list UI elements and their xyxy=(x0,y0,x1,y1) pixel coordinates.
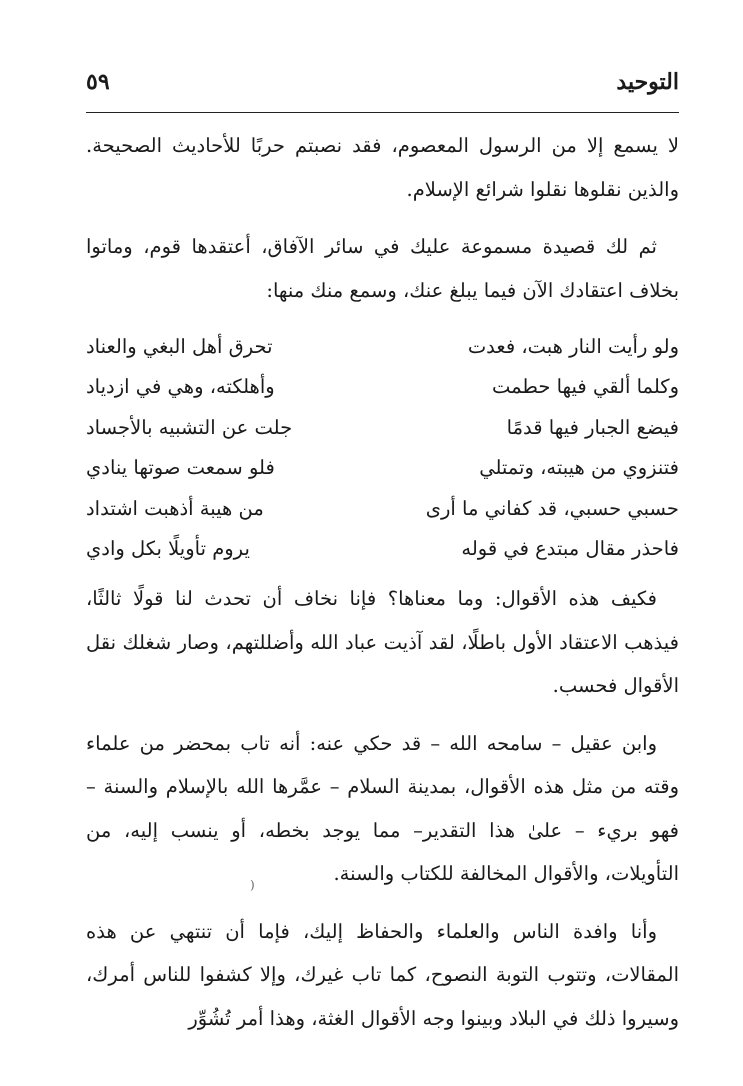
verse-first-hemistich: فتنزوي من هيبته، وتمتلي xyxy=(479,456,679,479)
verse-second-hemistich: فلو سمعت صوتها ينادي xyxy=(86,456,275,479)
page-number: ٥٩ xyxy=(86,69,110,95)
poem-verse xyxy=(86,488,679,529)
verse-first-hemistich: فاحذر مقال مبتدع في قوله xyxy=(461,537,679,560)
verse-second-hemistich: وأهلكته، وهي في ازدياد xyxy=(86,375,275,398)
paragraph: ثم لك قصيدة مسموعة عليك في سائر الآفاق، أعتقدها قوم، وماتوا بخلاف اعتقادك الآن فيما يبلغ عنك، وسمع منك منها: xyxy=(86,235,679,302)
poem-verse xyxy=(86,448,679,489)
verse-second-hemistich: تحرق أهل البغي والعناد xyxy=(86,334,273,358)
verse-second-hemistich: من هيبة أذهبت اشتداد xyxy=(86,496,264,520)
margin-mark: ) xyxy=(250,878,255,892)
paragraph: وأنا وافدة الناس والعلماء والحفاظ إليك، فإما أن تنتهي عن هذه المقالات، وتتوب التوبة النصوح، كما تاب غيرك، وإلا كشفوا للناس أمرك، وسيروا ذلك في البلاد وبينوا وجه الأقوال الغثة، وهذا أمر تُشُوِّر xyxy=(86,919,679,1030)
paragraph: وابن عقيل – سامحه الله – قد حكي عنه: أنه تاب بمحضر من علماء وقته من مثل هذه الأقوال، بمدينة السلام – عمَّرها الله بالإسلام والسنة – فهو بريء – علىٰ هذا التقدير– مما يوجد بخطه، أو ينسب إليه، من التأويلات، والأقوال المخالفة للكتاب والسنة. xyxy=(86,731,679,885)
poem-verse xyxy=(86,407,679,448)
verse-first-hemistich: ولو رأيت النار هبت، فعدت xyxy=(467,334,679,358)
poem xyxy=(86,326,679,569)
verse-second-hemistich: يروم تأويلًا بكل وادي xyxy=(86,537,250,560)
page-body xyxy=(86,124,679,1054)
paragraph: لا يسمع إلا من الرسول المعصوم، فقد نصبتم حربًا للأحاديث الصحيحة. والذين نقلوها نقلوا شرائع الإسلام. xyxy=(86,134,679,201)
verse-first-hemistich: حسبي حسبي، قد كفاني ما أرى xyxy=(425,496,679,520)
poem-verse xyxy=(86,326,679,367)
paragraph: فكيف هذه الأقوال: وما معناها؟ فإنا نخاف أن تحدث لنا قولًا ثالثًا، فيذهب الاعتقاد الأول باطلًا، لقد آذيت عباد الله وأضللتهم، وصار شغلك نقل الأقوال فحسب. xyxy=(86,587,679,697)
poem-verse xyxy=(86,529,679,570)
verse-first-hemistich: وكلما ألقي فيها حطمت xyxy=(491,375,679,398)
header-rule xyxy=(86,112,679,113)
poem-verse xyxy=(86,367,679,408)
verse-first-hemistich: فيضع الجبار فيها قدمًا xyxy=(506,415,679,439)
page-header xyxy=(86,62,679,102)
verse-second-hemistich: جلت عن التشبيه بالأجساد xyxy=(86,415,293,439)
running-title: التوحيد xyxy=(616,69,679,95)
